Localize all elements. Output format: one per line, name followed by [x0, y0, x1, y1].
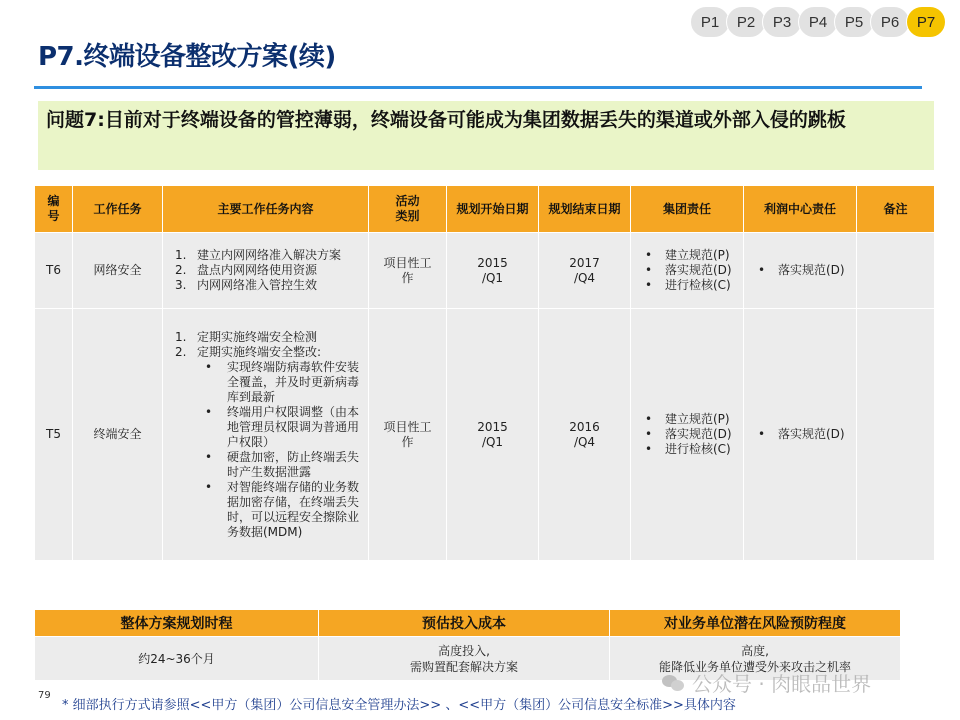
list-item: • 建立规范(P): [645, 248, 730, 262]
summary-risk: 高度, 能降低业务单位遭受外来攻击之机率: [610, 637, 901, 681]
table-row: [35, 233, 935, 309]
list-item: 1. 建立内网网络准入解决方案: [175, 248, 342, 262]
summary-header-risk: 对业务单位潜在风险预防程度: [610, 610, 901, 637]
cell-start-date: 2015 /Q1: [447, 233, 539, 309]
list-item: 2. 定期实施终端安全整改:: [175, 344, 322, 359]
list-item: 2. 盘点内网网络使用资源: [175, 263, 318, 277]
cell-content: [163, 309, 369, 561]
list-item: • 落实规范(D): [758, 427, 845, 441]
list-item: • 落实规范(D): [758, 263, 845, 277]
summary-timeline: 约24~36个月: [35, 637, 319, 681]
cell-start-date: 2015 /Q1: [447, 309, 539, 561]
nav-page-p3[interactable]: P3: [762, 6, 802, 38]
list-item: • 进行检核(C): [645, 278, 731, 292]
wechat-icon: [662, 673, 686, 693]
nav-page-p1[interactable]: P1: [690, 6, 730, 38]
sub-list-item: • 硬盘加密，防止终端丢失时产生数据泄露: [205, 449, 360, 479]
list-item: • 落实规范(D): [645, 263, 732, 277]
title-divider: [34, 86, 922, 89]
header-start-date: 规划开始日期: [447, 186, 539, 233]
cell-task: 终端安全: [73, 309, 163, 561]
sub-list-item: • 实现终端防病毒软件安装全覆盖，并及时更新病毒库到最新: [205, 359, 360, 404]
cell-notes: [857, 233, 935, 309]
list-item: • 建立规范(P): [645, 412, 730, 426]
watermark-text: 公众号 · 肉眼品世界: [692, 672, 872, 696]
table-header-row: [35, 186, 935, 233]
page-number: 79: [38, 690, 51, 701]
page-nav: [690, 6, 946, 40]
summary-cost: 高度投入, 需购置配套解决方案: [319, 637, 610, 681]
cell-task: 网络安全: [73, 233, 163, 309]
sub-list-item: • 对智能终端存储的业务数据加密存储，在终端丢失时，可以远程安全擦除业务数据(MDM): [205, 479, 360, 539]
header-notes: 备注: [857, 186, 935, 233]
page-title: P7.终端设备整改方案(续): [38, 42, 336, 72]
list-item: • 进行检核(C): [645, 442, 731, 456]
cell-id: T6: [35, 233, 73, 309]
list-item: • 落实规范(D): [645, 427, 732, 441]
nav-page-p5[interactable]: P5: [834, 6, 874, 38]
nav-page-p2[interactable]: P2: [726, 6, 766, 38]
cell-notes: [857, 309, 935, 561]
watermark: [662, 668, 871, 697]
header-task: 工作任务: [73, 186, 163, 233]
list-item: 1. 定期实施终端安全检测: [175, 329, 318, 344]
footnote: * 细部执行方式请参照<<甲方（集团）公司信息安全管理办法>> 、<<甲方（集团）公司信息安全标准>>具体内容: [62, 698, 736, 713]
header-group-responsibility: 集团责任: [631, 186, 744, 233]
list-item: 3. 内网网络准入管控生效: [175, 278, 318, 292]
header-content: 主要工作任务内容: [163, 186, 369, 233]
problem-statement: 问题7:目前对于终端设备的管控薄弱，终端设备可能成为集团数据丢失的渠道或外部入侵的跳板: [38, 101, 934, 170]
cell-category: 项目性工作: [369, 233, 447, 309]
table-row: [35, 309, 935, 561]
cell-id: T5: [35, 309, 73, 561]
header-id: 编号: [35, 186, 73, 233]
summary-header-row: [35, 610, 901, 637]
cell-end-date: 2017 /Q4: [539, 233, 631, 309]
header-profit-center-responsibility: 利润中心责任: [744, 186, 857, 233]
nav-page-p4[interactable]: P4: [798, 6, 838, 38]
cell-group-responsibility: [631, 309, 744, 561]
cell-profit-center-responsibility: [744, 309, 857, 561]
nav-page-p6[interactable]: P6: [870, 6, 910, 38]
nav-page-p7-active[interactable]: P7: [906, 6, 946, 38]
cell-content: [163, 233, 369, 309]
cell-category: 项目性工作: [369, 309, 447, 561]
cell-end-date: 2016 /Q4: [539, 309, 631, 561]
header-end-date: 规划结束日期: [539, 186, 631, 233]
sub-list-item: • 终端用户权限调整（由本地管理员权限调为普通用户权限）: [205, 404, 360, 449]
cell-profit-center-responsibility: [744, 233, 857, 309]
summary-header-timeline: 整体方案规划时程: [35, 610, 319, 637]
header-category: 活动类别: [369, 186, 447, 233]
task-table: [34, 185, 935, 561]
cell-group-responsibility: [631, 233, 744, 309]
summary-header-cost: 预估投入成本: [319, 610, 610, 637]
